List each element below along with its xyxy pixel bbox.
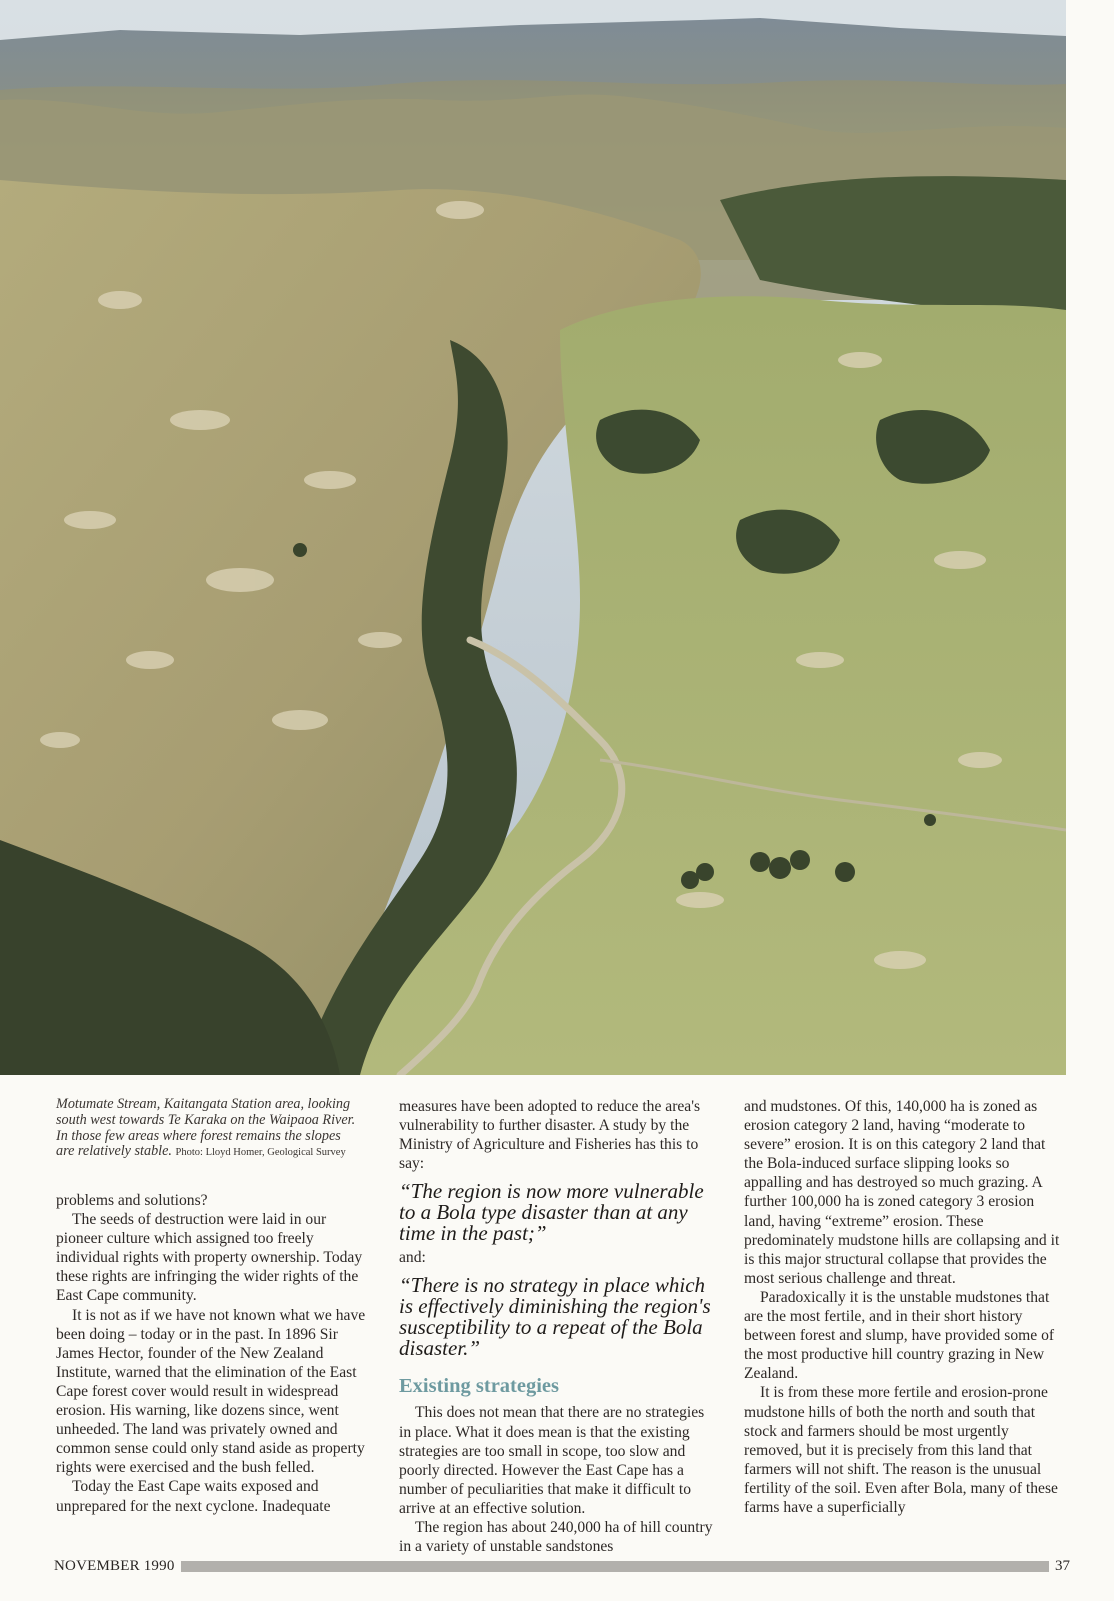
paragraph: and mudstones. Of this, 140,000 ha is zoned as erosion category 2 land, having “moderate to severe” erosion. It is on this category 2 land that the Bola-induced surface slipping looks so appalling and has destroyed so much grazing. A further 100,000 ha is zoned category 3 erosion land, having “extreme” erosion. These predominately mudstone hills are collapsing and it is this major structural collapse that provides the most serious challenge and threat. (744, 1098, 1060, 1287)
paragraph: The region has about 240,000 ha of hill country in a variety of unstable sandstones (399, 1519, 713, 1556)
article-column-1 (56, 1191, 376, 1516)
paragraph: The seeds of destruction were laid in our pioneer culture which assigned too freely individual rights with property ownership. Today these rights are infringing the wider rights of the East Cape community. (56, 1211, 363, 1305)
connector-text: and: (399, 1249, 426, 1267)
footer-rule (181, 1561, 1049, 1572)
paragraph: It is from these more fertile and erosion-prone mudstone hills of both the north and south that stock and farmers should be most urgently removed, but it is precisely from this land that farmers will not shift. The reason is the unusual fertility of the soil. Even after Bola, many of these farms have a superficially (744, 1384, 1058, 1516)
paragraph: Paradoxically it is the unstable mudstones that are the most fertile, and in their short history between forest and slump, have provided some of the most productive hill country grazing in New Zealand. (744, 1288, 1055, 1383)
section-heading: Existing strategies (399, 1375, 559, 1398)
paragraph: This does not mean that there are no strategies in place. What it does mean is that the existing strategies are too small in scope, too slow and poorly directed. However the East Cape has a number of peculiarities that make it difficult to arrive at an effective solution. (399, 1404, 705, 1517)
pull-quote-2: “There is no strategy in place which is effectively diminishing the region's susceptibility to a repeat of the Bola disaster.” (399, 1273, 711, 1361)
caption-text: Motumate Stream, Kaitangata Station area, looking south west towards Te Karaka on the Waipaoa River. In those few areas where forest remains the slopes are relatively stable. (56, 1096, 356, 1160)
paragraph: It is not as if we have not known what we have been doing – today or in the past. In 1896 Sir James Hector, founder of the New Zealand Institute, warned that the elimination of the East Cape forest cover would result in widespread erosion. His warning, like dozens since, went unheeded. The land was privately owned and common sense could only stand aside as property rights were exercised and the bush felled. (56, 1306, 366, 1477)
page-footer (54, 1556, 1070, 1576)
article-column-3 (744, 1097, 1066, 1517)
page-number: 37 (1055, 1557, 1070, 1574)
paragraph: problems and solutions? (56, 1192, 208, 1209)
paragraph: measures have been adopted to reduce the area's vulnerability to further disaster. A study by the Ministry of Agriculture and Fisheries has this to say: (399, 1098, 701, 1173)
article-column-2 (399, 1097, 717, 1556)
paragraph: Today the East Cape waits exposed and unprepared for the next cyclone. Inadequate (56, 1478, 331, 1515)
photo-credit: Photo: Lloyd Homer, Geological Survey (175, 1147, 346, 1159)
issue-date: NOVEMBER 1990 (54, 1557, 175, 1574)
pull-quote-1: “The region is now more vulnerable to a Bola type disaster than at any time in the past;” (399, 1179, 704, 1246)
photo-caption (56, 1097, 356, 1161)
